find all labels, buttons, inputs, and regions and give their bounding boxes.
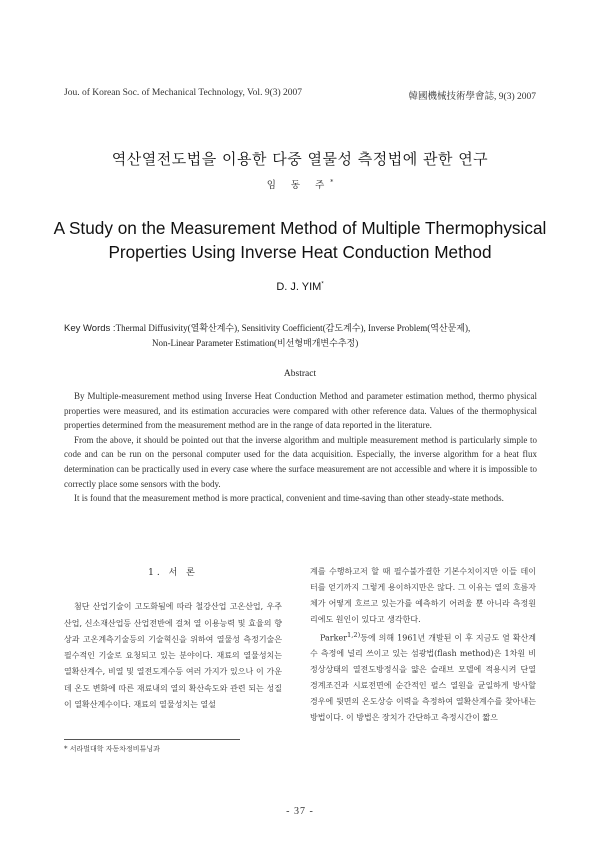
body-paragraph: 첨단 산업기술이 고도화됨에 따라 철강산업 고온산업, 우주산업, 신소재산업등 산업전반에 걸쳐 열 이용능력 및 효율의 향상과 고온계측기술등의 기술혁신을 위하여 열물성 측정기술은 필수적인 기술로 요청되고 있는 분야이다. 재료의 열물성치는 열확산계수, 비열 및 열전도계수등 여러 가지가 있으나 이 가운데 온도 변화에 따른 재료내의 열의 확산속도와 관련 되는 성질이 열확산계수이다. 재료의 열물성치는 열설: [64, 602, 282, 710]
author-english-affiliation-mark: *: [321, 281, 324, 288]
body-column-left: [64, 565, 282, 713]
keywords-block: [64, 321, 540, 351]
paper-title-english: A Study on the Measurement Method of Multiple Thermophysical Properties Using Inverse Heat Conduction Method: [53, 218, 547, 262]
running-head: [64, 88, 536, 102]
author-affiliation-footnote: * 서라벌대학 자동차정비튜닝과: [64, 745, 160, 753]
author-korean: [0, 177, 600, 191]
abstract-paragraph: It is found that the measurement method is more practical, convenient and time-saving than other steady-state methods.: [74, 493, 504, 504]
paper-title-korean: 역산열전도법을 이용한 다중 열물성 측정법에 관한 연구: [111, 150, 489, 168]
abstract-body: [64, 389, 537, 506]
journal-citation-ko: 韓國機械技術學會誌, 9(3) 2007: [408, 92, 536, 102]
keywords-label: Key Words :: [64, 323, 116, 334]
author-korean-affiliation-mark: *: [330, 178, 334, 186]
body-paragraph: 계를 수행하고저 할 때 필수불가결한 기본수치이지만 이들 데이터를 얻기까지 그렇게 용이하지만은 않다. 그 이유는 열의 흐름자체가 어떻게 흐르고 있는가를 예측하기 어려울 뿐 아니라 측정원리에도 원인이 있다고 생각한다.: [310, 567, 536, 624]
abstract-paragraph: By Multiple-measurement method using Inverse Heat Conduction Method and parameter estimation method, thermo physical properties were measured, and its estimation accuracies were compared with other reference data. Values of the thermophysical properties determined from the measurement method are in the range of data reported in the literature.: [64, 391, 537, 431]
section-heading-introduction: 1. 서 론: [148, 568, 198, 578]
body-text: 등에 의해 1961년 개발된 이 후 지금도 열 확산계수 측정에 널리 쓰이고 있는 섬광법(flash method)은 1차원 비정상상태의 열전도방정식을 얇은 슬래브 모델에 적용시켜 단열 경계조건과 시료전면에 순간적인 펄스 열원을 균일하게 방사할 경우에 뒷면의 온도상승 이력을 측정하여 열확산계수를 찾아내는 방법이다. 이 방법은 장치가 간단하고 측정시간이 짧으: [310, 633, 536, 722]
reference-mark: 1,2): [347, 630, 361, 639]
keywords-line-2: Non-Linear Parameter Estimation(비선형매개변수추정): [152, 338, 359, 348]
body-column-right: [310, 564, 536, 726]
cited-author: Parker: [320, 633, 348, 643]
body-paragraph: [310, 628, 536, 726]
footnote-divider: [64, 739, 240, 740]
author-korean-name: 임 동 주: [266, 180, 331, 191]
abstract-heading: Abstract: [283, 369, 317, 379]
abstract-paragraph: From the above, it should be pointed out that the inverse algorithm and multiple measurement method is particularly simple to code and can be run on the personal computer used for the data acquisition. Especially, the inverse algorithm for a heat flux determination can be practically used in every case where the surface measurement are not accessible and where it is impossible to correctly place some sensors with the body.: [64, 434, 537, 489]
page-number: - 37 -: [286, 806, 314, 817]
author-english: [0, 281, 600, 293]
keywords-text-1: Thermal Diffusivity(열확산계수), Sensitivity Coefficient(감도계수), Inverse Problem(역산문제),: [115, 323, 471, 333]
keywords-line-1: [64, 321, 540, 336]
author-english-name: D. J. YIM: [276, 281, 322, 293]
journal-citation-en: Jou. of Korean Soc. of Mechanical Technology, Vol. 9(3) 2007: [64, 88, 303, 98]
